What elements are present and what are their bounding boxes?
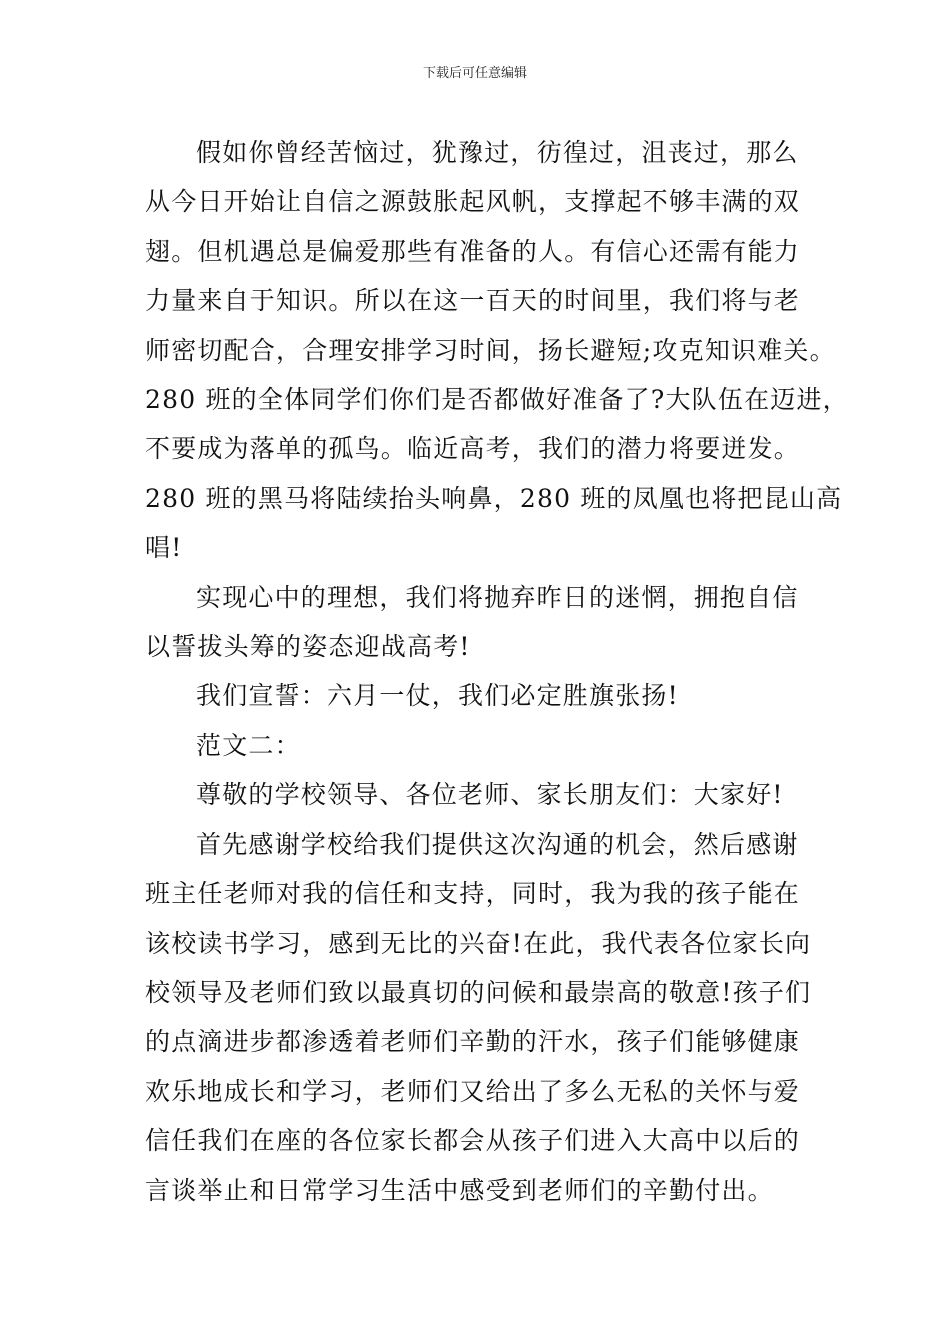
text-line: 唱! xyxy=(145,533,183,563)
paragraph-3 xyxy=(145,671,835,720)
text-line: 校领导及老师们致以最真切的问候和最崇高的敬意!孩子们 xyxy=(145,977,812,1007)
text-line: 言谈举止和日常学习生活中感受到老师们的辛勤付出。 xyxy=(145,1175,774,1205)
text-line: 我们宣誓：六月一仗，我们必定胜旗张扬! xyxy=(196,681,679,711)
text-line: 信任我们在座的各位家长都会从孩子们进入大高中以后的 xyxy=(145,1126,801,1156)
text-line: 尊敬的学校领导、各位老师、家长朋友们：大家好! xyxy=(196,780,784,810)
document-body xyxy=(145,128,849,1215)
section-heading xyxy=(145,721,835,770)
text-line: 班主任老师对我的信任和支持，同时，我为我的孩子能在 xyxy=(145,879,801,909)
paragraph-1 xyxy=(145,128,849,573)
page-header: 下载后可任意编辑 xyxy=(422,66,527,81)
text-line: 假如你曾经苦恼过，犹豫过，彷徨过，沮丧过，那么 xyxy=(196,138,799,167)
text-line: 范文二： xyxy=(196,730,301,760)
text-line: 首先感谢学校给我们提供这次沟通的机会，然后感谢 xyxy=(196,829,799,859)
paragraph-2 xyxy=(145,573,835,672)
paragraph-6 xyxy=(145,820,835,1215)
text-line: 从今日开始让自信之源鼓胀起风帆，支撑起不够丰满的双 xyxy=(145,187,801,217)
text-line: 该校读书学习，感到无比的兴奋!在此，我代表各位家长向 xyxy=(145,928,812,958)
text-line: 以誓拔头筹的姿态迎战高考! xyxy=(145,632,471,662)
text-line: 的点滴进步都渗透着老师们辛勤的汗水，孩子们能够健康 xyxy=(145,1027,801,1057)
salutation xyxy=(145,770,835,819)
text-line: 280 班的黑马将陆续抬头响鼻，280 班的凤凰也将把昆山高 xyxy=(145,483,843,513)
text-line: 师密切配合，合理安排学习时间，扬长避短;攻克知识难关。 xyxy=(145,335,836,365)
text-line: 翅。但机遇总是偏爱那些有准备的人。有信心还需有能力 xyxy=(145,236,801,266)
text-line: 力量来自于知识。所以在这一百天的时间里，我们将与老 xyxy=(145,286,801,316)
text-line: 欢乐地成长和学习，老师们又给出了多么无私的关怀与爱 xyxy=(145,1076,801,1106)
text-line: 实现心中的理想，我们将抛弃昨日的迷惘，拥抱自信 xyxy=(196,582,799,612)
text-line: 不要成为落单的孤鸟。临近高考，我们的潜力将要迸发。 xyxy=(145,434,801,464)
text-line: 280 班的全体同学们你们是否都做好准备了?大队伍在迈进， xyxy=(145,385,849,415)
